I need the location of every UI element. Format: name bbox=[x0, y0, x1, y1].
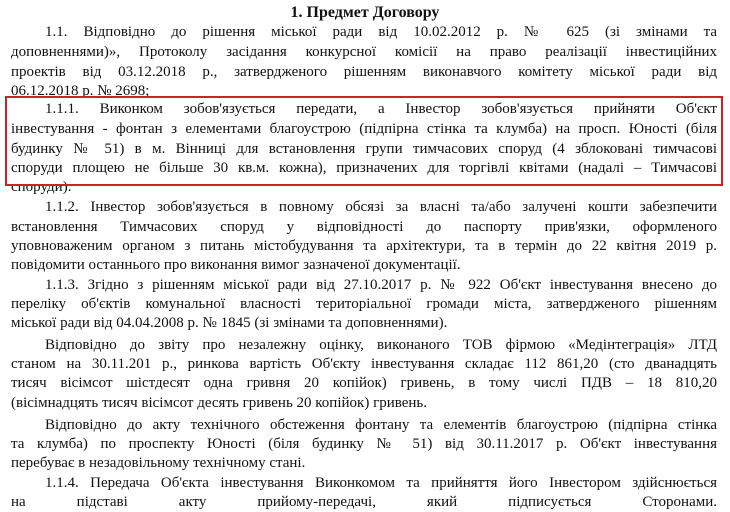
clause-1-1-line: проектів від 03.12.2018 р., затвердженого рішенням виконавчого комітету міської ради від bbox=[11, 64, 717, 80]
clause-1-1-4-line: на підставі акту прийому-передачі, який підписується Сторонами. bbox=[11, 494, 717, 510]
clause-1-1-3-line: переліку об'єктів комунальної власності територіальної громади міста, затвердженого рішенням bbox=[11, 296, 717, 312]
highlight-box bbox=[5, 96, 723, 186]
clause-1-1-1-line: споруди площею не більше 30 кв.м. кожна), призначених для торгівлі квітами (надалі – Тимчасові bbox=[11, 160, 717, 176]
clause-1-1-1-line: 1.1.1. Виконком зобов'язується передати, а Інвестор зобов'язується прийняти Об'єкт bbox=[45, 101, 717, 117]
valuation-line: Відповідно до звіту про незалежну оцінку, виконаного ТОВ фірмою «Медінтеграція» ЛТД bbox=[45, 337, 717, 353]
clause-1-1-2-line: 1.1.2. Інвестор зобов'язується в повному обсязі за власні та/або залучені кошти забезпечити bbox=[45, 199, 717, 215]
valuation-line: тисяч вісімсот шістдесят одна гривня 20 копійок) гривень, в тому числі ПДВ – 18 810,20 bbox=[11, 375, 717, 391]
inspection-line: перебуває в незадовільному технічному стані. bbox=[11, 455, 306, 471]
clause-1-1-line: 06.12.2018 р. № 2698; bbox=[11, 83, 150, 99]
clause-1-1-1-line: споруди). bbox=[11, 179, 72, 195]
section-heading: 1. Предмет Договору bbox=[290, 4, 440, 21]
clause-1-1-3-line: міської ради від 04.04.2008 р. № 1845 (зі змінами та доповненнями). bbox=[11, 315, 448, 331]
clause-1-1-line: 1.1. Відповідно до рішення міської ради від 10.02.2012 р. № 625 (зі змінами та bbox=[45, 24, 717, 40]
clause-1-1-2-line: уповноваженим органом з питань містобудування та архітектури, та в термін до 22 квітня 2019 р. bbox=[11, 238, 717, 254]
valuation-line: станом на 30.11.201 р., ринкова вартість Об'єкту інвестування складає 112 861,20 (сто дванадцять bbox=[11, 356, 717, 372]
clause-1-1-line: доповненнями)», Протоколу засідання конкурсної комісії на право реалізації інвестиційних bbox=[11, 44, 717, 60]
inspection-line: Відповідно до акту технічного обстеження фонтану та елементів благоустрою (підпірна стінка bbox=[45, 417, 717, 433]
valuation-line: (вісімнадцять тисяч вісімсот десять гривень 20 копійок) гривень. bbox=[11, 395, 428, 411]
clause-1-1-2-line: повідомити останнього про виконання вимог зазначеної документації. bbox=[11, 257, 461, 273]
inspection-line: та клумба) по проспекту Юності (біля будинку № 51) від 30.11.2017 р. Об'єкт інвестування bbox=[11, 436, 717, 452]
clause-1-1-4-line: 1.1.4. Передача Об'єкта інвестування Виконкомом та прийняття його Інвестором здійснюється bbox=[45, 475, 717, 491]
clause-1-1-2-line: встановлення Тимчасових споруд у відповідності до паспорту прив'язки, оформленого bbox=[11, 219, 717, 235]
clause-1-1-1-line: будинку № 51) в м. Вінниці для встановлення групи тимчасових споруд (4 зблоковані тимчасові bbox=[11, 141, 717, 157]
clause-1-1-3-line: 1.1.3. Згідно з рішенням міської ради від 27.10.2017 р. № 922 Об'єкт інвестування внесено до bbox=[45, 277, 717, 293]
clause-1-1-1-line: інвестування - фонтан з елементами благоустрою (підпірна стінка та клумба) на просп. Юності (біля bbox=[11, 121, 717, 137]
